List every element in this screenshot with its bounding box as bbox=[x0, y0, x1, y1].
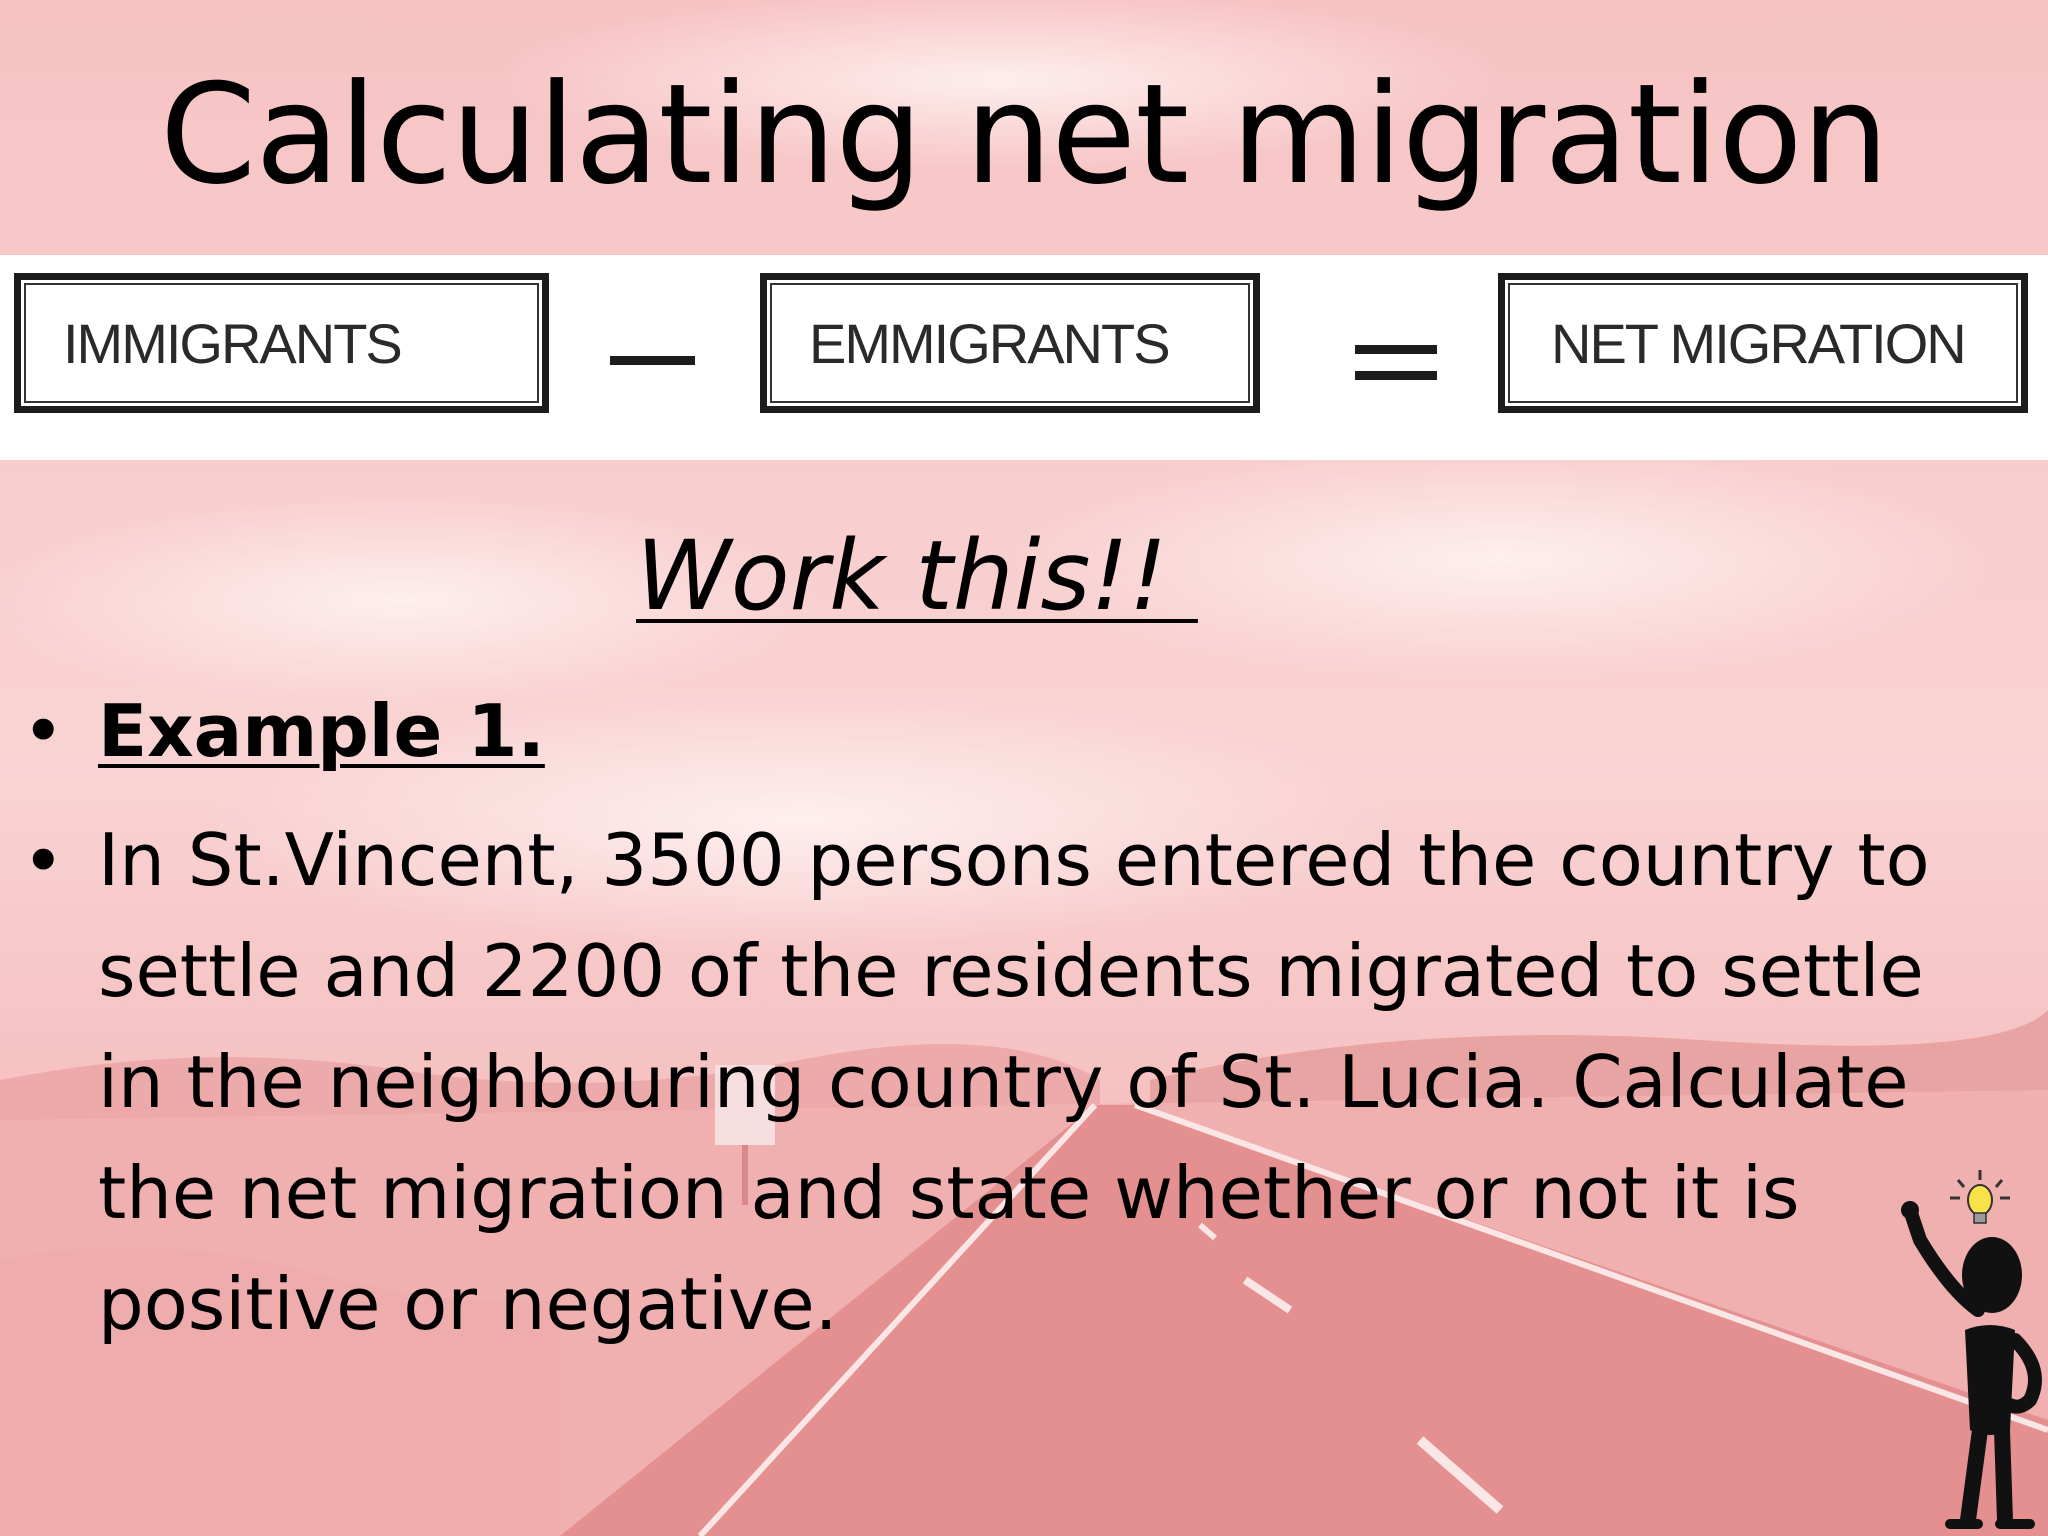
immigrants-label: IMMIGRANTS bbox=[63, 311, 401, 375]
bullet-item-problem bbox=[22, 805, 1982, 1360]
bullet-dot: • bbox=[22, 819, 65, 903]
formula-banner bbox=[0, 255, 2048, 460]
net-migration-box bbox=[1498, 273, 2028, 413]
minus-sign bbox=[610, 356, 695, 365]
problem-text: In St.Vincent, 3500 persons entered the country to settle and 2200 of the residents migrated to settle in the neighbouring country of St. Lucia. Calculate the net migration and state whether or not it is positive or negative. bbox=[98, 818, 1930, 1346]
lightbulb-icon bbox=[1950, 1170, 2010, 1223]
net-migration-label: NET MIGRATION bbox=[1551, 311, 1965, 375]
work-this-heading: Work this!! bbox=[636, 520, 1198, 632]
equals-sign-bottom bbox=[1355, 371, 1437, 380]
bullet-list bbox=[22, 675, 1982, 1360]
example-label: Example 1. bbox=[98, 689, 545, 773]
emmigrants-label: EMMIGRANTS bbox=[809, 311, 1169, 375]
bullet-dot: • bbox=[22, 689, 65, 773]
emmigrants-box bbox=[760, 273, 1260, 413]
thinking-stick-figure-icon bbox=[1880, 1160, 2048, 1536]
immigrants-box bbox=[14, 273, 549, 413]
equals-sign-top bbox=[1355, 345, 1437, 354]
slide-title: Calculating net migration bbox=[159, 54, 1889, 215]
bullet-item-example bbox=[22, 675, 1982, 787]
